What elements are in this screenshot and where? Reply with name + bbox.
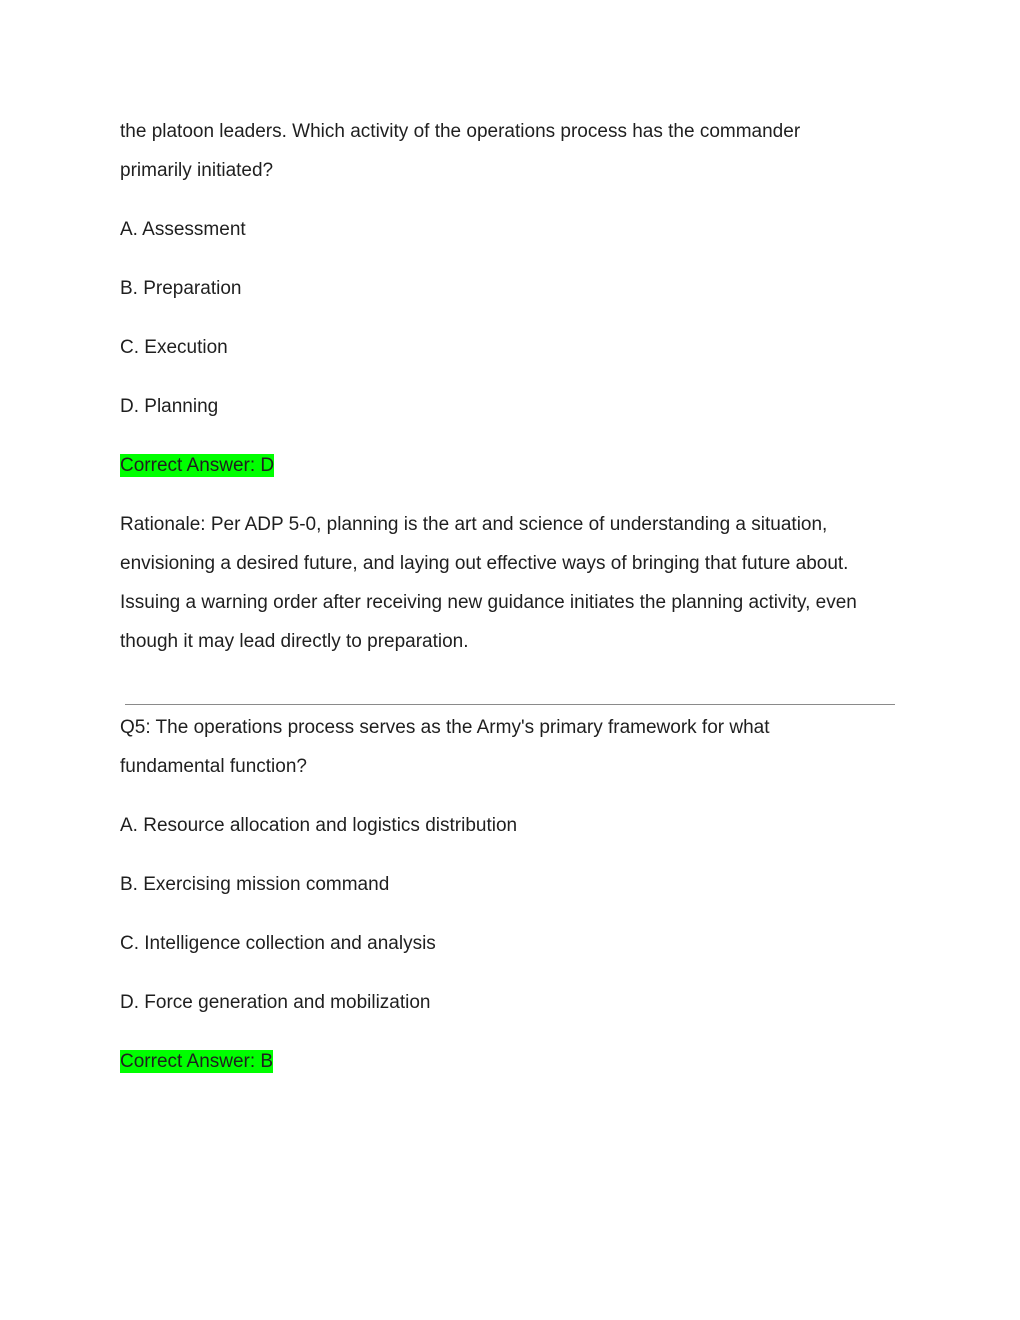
q5-option-b: B. Exercising mission command [120, 874, 390, 895]
question-5-block [120, 708, 900, 1101]
q4-rationale-line: though it may lead directly to preparation. [120, 631, 469, 652]
q4-correct-answer: Correct Answer: D [120, 455, 275, 476]
q4-stem-line: primarily initiated? [120, 160, 274, 181]
q5-option-c: C. Intelligence collection and analysis [120, 933, 436, 954]
q5-stem [120, 708, 900, 786]
q5-answer-row [120, 1042, 900, 1081]
section-divider [125, 704, 895, 705]
q5-stem-line: Q5: The operations process serves as the Army's primary framework for what [120, 717, 770, 738]
q4-rationale-line: envisioning a desired future, and laying out effective ways of bringing that future about. [120, 553, 849, 574]
q4-option-b: B. Preparation [120, 278, 242, 299]
q4-option-d: D. Planning [120, 396, 219, 417]
question-4-block [120, 112, 900, 681]
q5-option-a: A. Resource allocation and logistics distribution [120, 815, 518, 836]
q4-option-a: A. Assessment [120, 219, 246, 240]
q4-answer-row [120, 446, 900, 485]
q4-rationale-line: Issuing a warning order after receiving new guidance initiates the planning activity, even [120, 592, 857, 613]
q5-stem-line: fundamental function? [120, 756, 307, 777]
q4-option-c: C. Execution [120, 337, 228, 358]
q4-stem [120, 112, 900, 190]
q4-stem-line: the platoon leaders. Which activity of the operations process has the commander [120, 121, 801, 142]
q5-option-d: D. Force generation and mobilization [120, 992, 431, 1013]
q5-correct-answer: Correct Answer: B [120, 1051, 274, 1072]
q4-rationale-line: Rationale: Per ADP 5-0, planning is the art and science of understanding a situation, [120, 514, 828, 535]
q4-rationale [120, 505, 900, 661]
